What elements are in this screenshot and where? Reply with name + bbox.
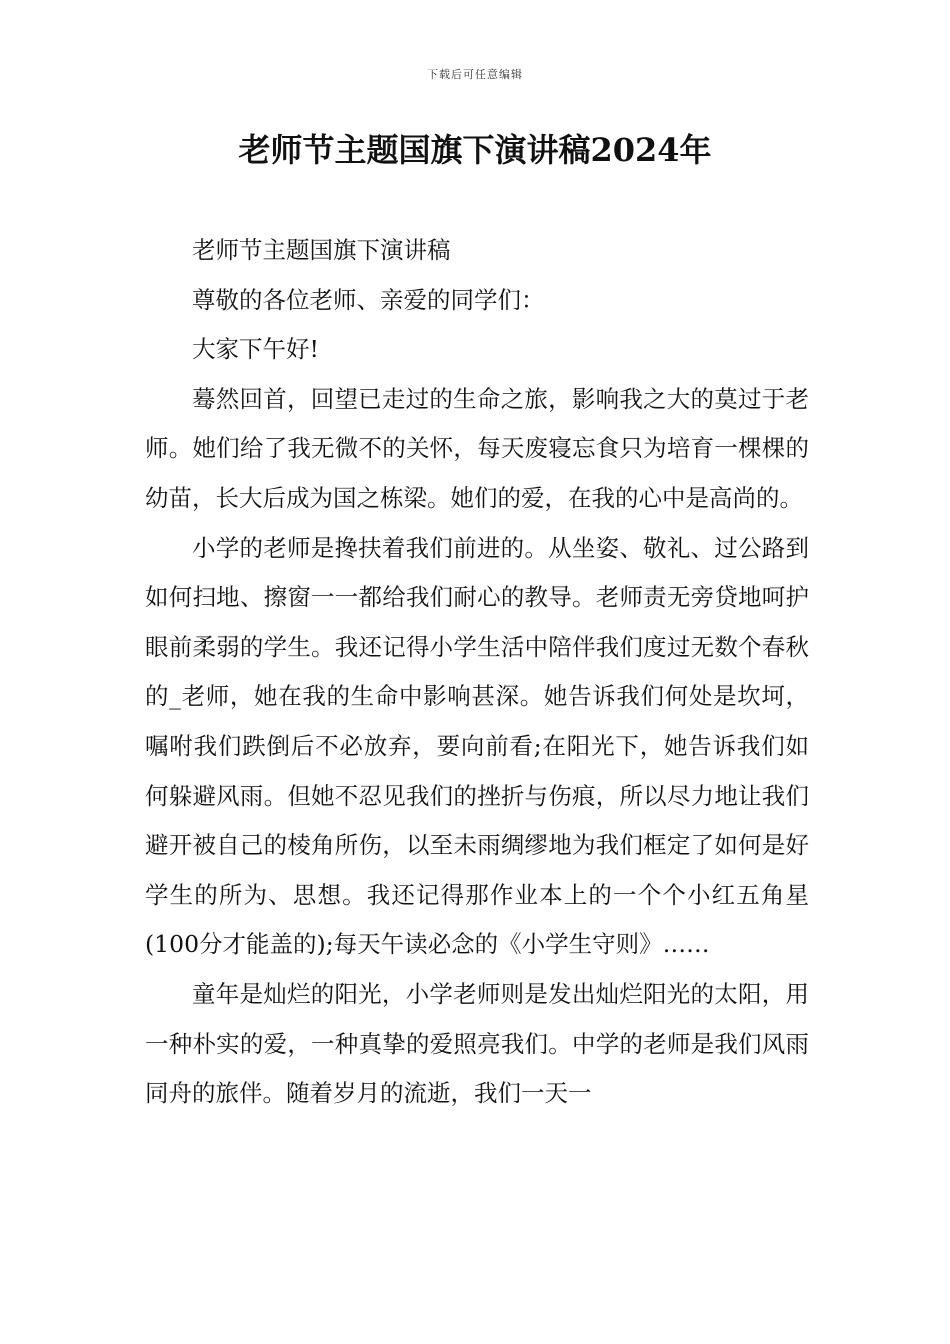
document-body (145, 226, 809, 1119)
paragraph-greeting: 大家下午好! (192, 335, 319, 364)
header-note: 下载后可任意编辑 (427, 68, 523, 81)
paragraph: 蓦然回首，回望已走过的生命之旅，影响我之大的莫过于老师。她们给了我无微不的关怀，每天废寝忘食只为培育一棵棵的幼苗，长大后成为国之栋梁。她们的爱，在我的心中是高尚的。 (145, 384, 809, 512)
paragraph-salutation: 尊敬的各位老师、亲爱的同学们： (192, 285, 545, 314)
paragraph: 童年是灿烂的阳光，小学老师则是发出灿烂阳光的太阳，用一种朴实的爱，一种真挚的爱照亮我们。中学的老师是我们风雨同舟的旅伴。随着岁月的流逝，我们一天一 (145, 979, 809, 1108)
paragraph: 小学的老师是搀扶着我们前进的。从坐姿、敬礼、过公路到如何扫地、擦窗一一都给我们耐心的教导。老师责无旁贷地呵护眼前柔弱的学生。我还记得小学生活中陪伴我们度过无数个春秋的_老师，她在我的生命中影响甚深。她告诉我们何处是坎坷，嘱咐我们跌倒后不必放弃，要向前看;在阳光下，她告诉我们如何躲避风雨。但她不忍见我们的挫折与伤痕，所以尽力地让我们避开被自己的棱角所伤，以至未雨绸缪地为我们框定了如何是好学生的所为、思想。我还记得那作业本上的一个个小红五角星(100分才能盖的);每天午读必念的《小学生守则》…… (145, 533, 809, 959)
document-title: 老师节主题国旗下演讲稿2024年 (238, 131, 712, 169)
paragraph-subtitle: 老师节主题国旗下演讲稿 (192, 236, 451, 264)
